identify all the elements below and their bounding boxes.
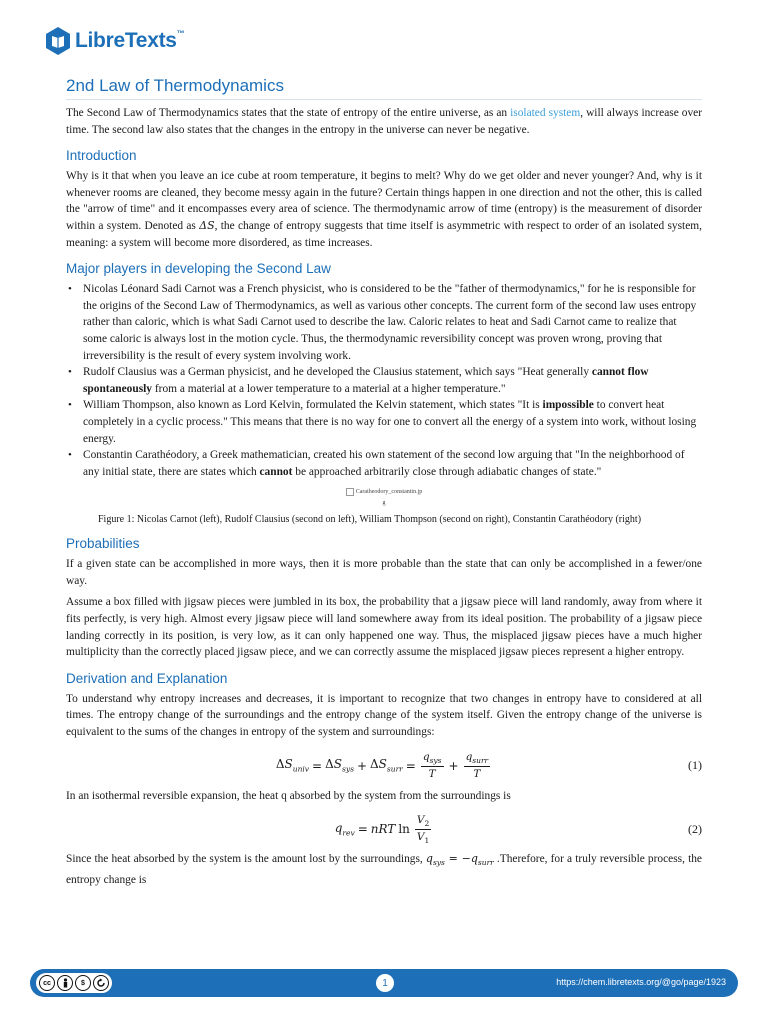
- page-url-link[interactable]: https://chem.libretexts.org/@go/page/1923: [556, 977, 726, 987]
- bullet-icon: •: [68, 366, 72, 379]
- equation-2-number: (2): [688, 821, 702, 836]
- bullet-icon: •: [68, 449, 72, 462]
- broken-image-icon: [346, 488, 354, 496]
- introduction-paragraph: Why is it that when you leave an ice cube at room temperature, it begins to melt? Why do we get older and never younger? And, why is it whenever rooms are cleaned, they become messy again in the future? Certain things happen in one direction and not the other, this is called the "arrow of time" and it encompasses every area of science. The thermodynamic arrow of time (entropy) is the measurement of disorder within a system. Denoted as ΔS, the change of entropy suggests that time itself is asymmetric with respect to order of an isolated system, meaning: a system will become more disordered, as time increases.: [66, 170, 702, 249]
- bullet-icon: •: [68, 399, 72, 412]
- list-item: • Constantin Carathéodory, a Greek mathematician, created his own statement of the second low arguing that "In the neighborhood of any initial state, there are states which cannot be approached arbitrarily close through adiabatic changes of state.": [68, 449, 685, 478]
- major-players-list: [66, 281, 702, 480]
- logo-text: LibreTexts™: [75, 29, 185, 52]
- footer-bar: [30, 969, 738, 997]
- equation-1-number: (1): [688, 758, 702, 773]
- probabilities-paragraph-2: Assume a box filled with jigsaw pieces were jumbled in its box, the probability that a jigsaw piece will land randomly, away from where it fits perfectly, is very high. Almost every jigsaw piece will land somewhere away from its ideal position. The probability of a jigsaw piece landing correctly in its position, is very low, as it can only happened one way. Thus, the misplaced jigsaw pieces have a much higher multiplicity than the correctly placed jigsaw piece, and we can correctly assume the misplaced jigsaw pieces represent a higher entropy.: [66, 596, 702, 659]
- sharealike-icon: [93, 975, 109, 991]
- list-item: • Rudolf Clausius was a German physicist, and he developed the Clausius statement, which says "Heat generally cannot flow spontaneously from a material at a lower temperature to a material at a higher temperature.": [68, 366, 649, 395]
- major-players-heading: Major players in developing the Second Law: [66, 261, 331, 277]
- page-content: [66, 76, 702, 894]
- intro-paragraph: The Second Law of Thermodynamics states that the state of entropy of the entire universe, as an isolated system, will always increase over time. The second law also states that the changes in the entropy in the universe can never be negative.: [66, 107, 703, 136]
- figure-caption: Figure 1: Nicolas Carnot (left), Rudolf Clausius (second on left), William Thompson (second on right), Constantin Carathéodory (right): [98, 514, 642, 526]
- equation-1: [66, 746, 702, 786]
- equation-2-formula: $q_{rev}$ = nRT ln $\frac{V_2}{V_1}$: [334, 813, 430, 845]
- libretexts-logo[interactable]: [45, 26, 184, 56]
- derivation-heading: Derivation and Explanation: [66, 670, 228, 686]
- derivation-paragraph-2: In an isothermal reversible expansion, the heat q absorbed by the system from the surroundings is: [66, 789, 511, 802]
- probabilities-heading: Probabilities: [66, 536, 140, 552]
- cc-icon: cc: [39, 975, 55, 991]
- noncommercial-icon: $: [75, 975, 91, 991]
- q-sys-math: $q_{sys} = -q_{surr}$: [425, 852, 494, 868]
- libretexts-logo-icon: [45, 26, 71, 56]
- delta-s-math: ΔS: [199, 218, 215, 232]
- image-alt-text: Caratheodory_constantin.jp: [355, 489, 423, 496]
- equation-1-formula: $\Delta S_{univ}$ = $\Delta S_{sys}$ + $\Delta S_{surr}$ = $\frac{q_{sys}}{T}$ + $\frac{q_{surr}}{T}$: [275, 751, 489, 781]
- isolated-system-link[interactable]: isolated system: [510, 107, 581, 119]
- attribution-icon: [57, 975, 73, 991]
- page-number: 1: [376, 974, 394, 992]
- figure-1: [66, 488, 702, 507]
- broken-image: [346, 488, 422, 496]
- cc-license-badge[interactable]: [36, 973, 112, 993]
- list-item: • Nicolas Léonard Sadi Carnot was a French physicist, who is considered to be the "father of thermodynamics," for he is responsible for the origins of the Second Law of Thermodynamics, as well as various other concepts. The current form of the second law uses entropy rather than caloric, which is what Sadi Carnot used to describe the law. Caloric relates to heat and Sadi Carnot came to realize that some caloric is always lost in the motion cycle. Thus, the thermodynamic reversibility concept was proven wrong, proving that irreversibility is the result of every system involving work.: [68, 283, 697, 362]
- equation-2: [66, 809, 702, 849]
- probabilities-paragraph-1: If a given state can be accomplished in more ways, then it is more probable than the state that can only be accomplished in a fewer/one way.: [66, 558, 702, 587]
- introduction-heading: Introduction: [66, 148, 137, 164]
- page-title: 2nd Law of Thermodynamics: [66, 76, 702, 100]
- bullet-icon: •: [68, 283, 72, 296]
- derivation-paragraph-3: Since the heat absorbed by the system is the amount lost by the surroundings, $q_{sys} = -q_{surr}$ .Therefore, for a truly reversible process, the entropy change is: [66, 852, 702, 886]
- image-alt-text-2: g: [382, 500, 386, 507]
- derivation-paragraph-1: To understand why entropy increases and decreases, it is important to recognize that two changes in entropy have to considered at all times. The entropy change of the surroundings and the entropy change of the system itself. Given the entropy change of the universe is equivalent to the sums of the changes in entropy of the system and surroundings:: [66, 692, 702, 739]
- list-item: • William Thompson, also known as Lord Kelvin, formulated the Kelvin statement, which states "It is impossible to convert heat completely in a cyclic process." This means that there is no way for one to convert all the energy of a system into work, without losing energy.: [68, 399, 697, 445]
